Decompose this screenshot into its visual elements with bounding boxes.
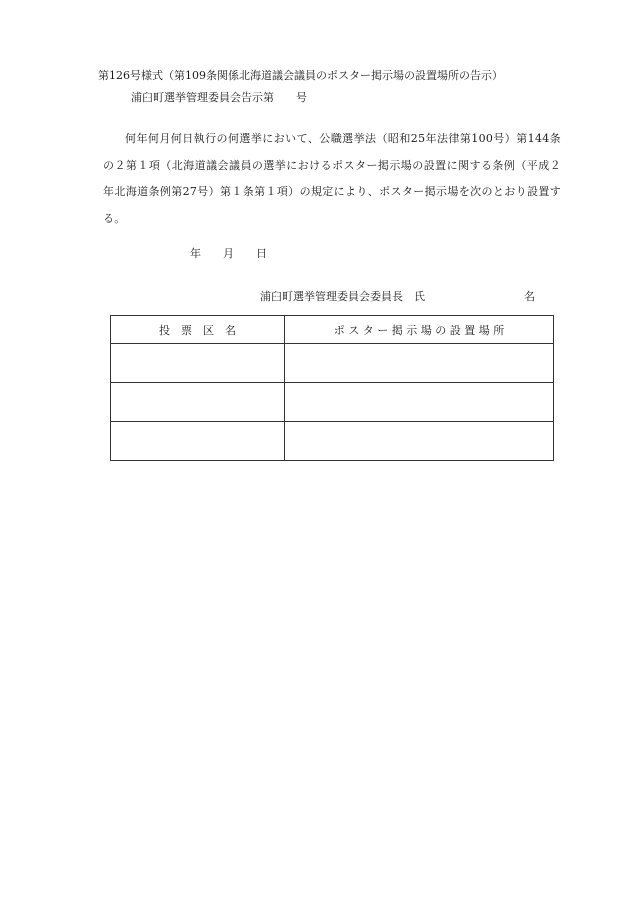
district-cell [111,344,285,383]
header-district-name: 投 票 区 名 [111,316,285,344]
district-cell [111,422,285,461]
poster-location-table [110,315,554,461]
table-row [111,344,554,383]
header-poster-location: ポ ス タ ー 掲 示 場 の 設 置 場 所 [285,316,554,344]
date-line: 年 月 日 [190,247,267,260]
signature-line: 浦臼町選挙管理委員会委員長 氏 名 [260,290,535,303]
table-row [111,422,554,461]
form-title: 第126号様式（第109条関係北海道議会議員のポスター掲示場の設置場所の告示） [98,69,503,82]
notice-body-text: 何年何月何日執行の何選挙において、公職選挙法（昭和25年法律第100号）第144条の２第１項（北海道議会議員の選挙におけるポスター掲示場の設置に関する条例（平成２年北海道条例第27号）第１条第１項）の規定により、ポスター掲示場を次のとおり設置する。 [103,132,561,225]
table-row [111,383,554,422]
location-cell [285,422,554,461]
notice-number: 浦臼町選挙管理委員会告示第 号 [131,91,307,104]
location-cell [285,383,554,422]
table-header-row [111,316,554,344]
location-cell [285,344,554,383]
district-cell [111,383,285,422]
